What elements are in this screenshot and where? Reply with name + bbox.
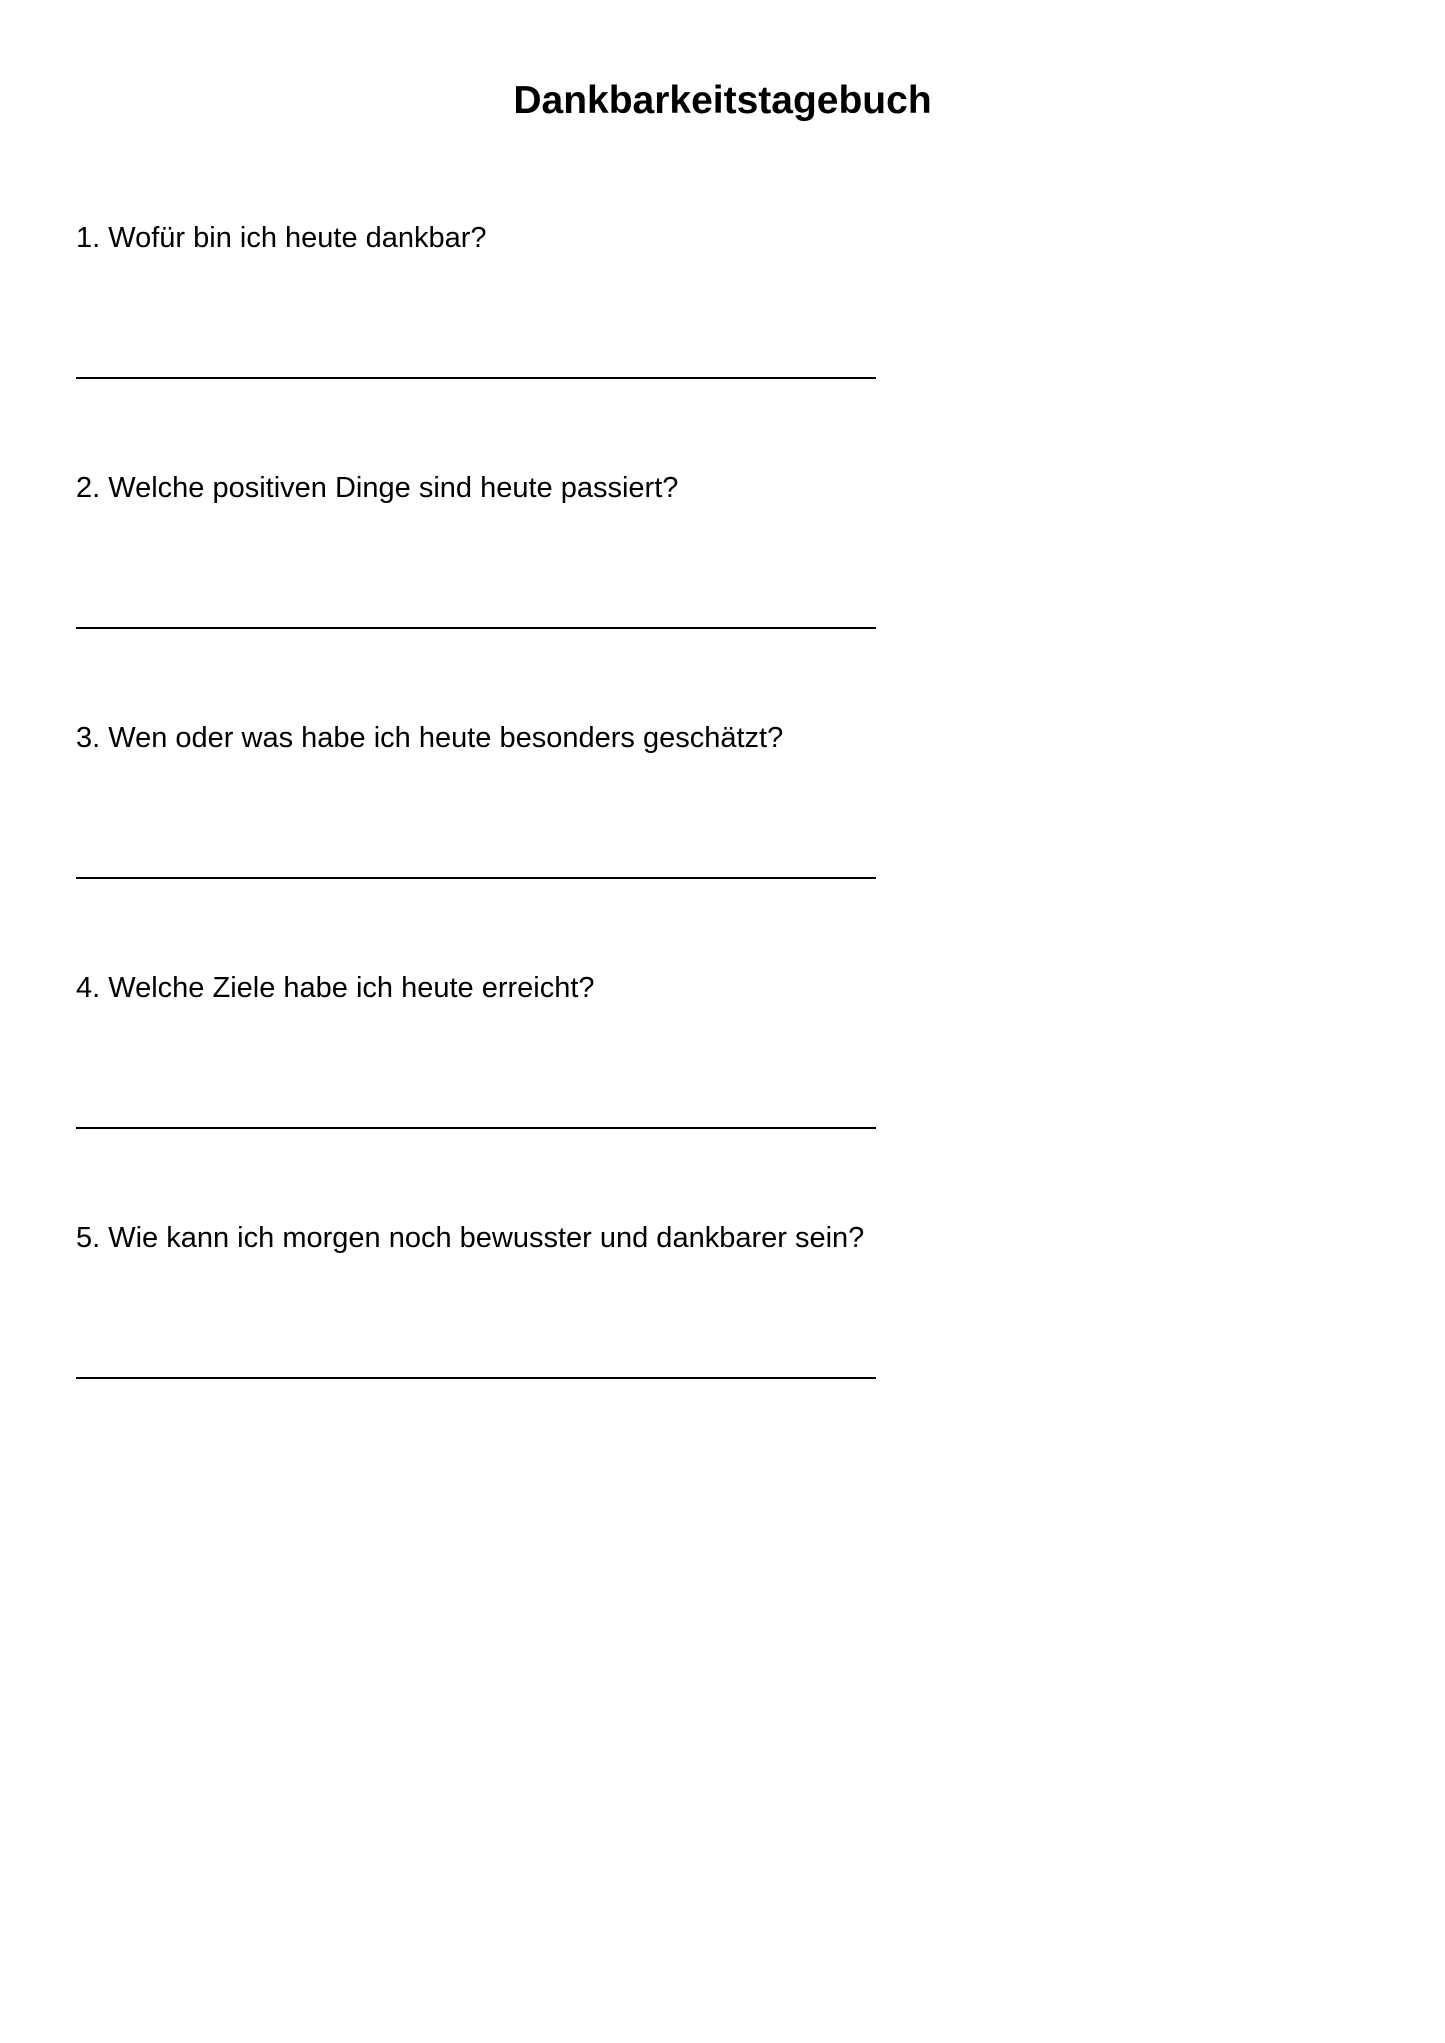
question-block-1 [76,220,976,470]
question-text-4: 4. Welche Ziele habe ich heute erreicht? [76,972,595,1004]
answer-line-5[interactable] [76,1377,876,1379]
answer-line-3[interactable] [76,877,876,879]
question-text-3: 3. Wen oder was habe ich heute besonders geschätzt? [76,722,784,754]
question-block-5 [76,1220,976,1470]
answer-line-2[interactable] [76,627,876,629]
question-block-3 [76,720,976,970]
answer-line-4[interactable] [76,1127,876,1129]
question-list [76,220,976,1470]
question-block-4 [76,970,976,1220]
answer-line-1[interactable] [76,377,876,379]
question-block-2 [76,470,976,720]
question-text-2: 2. Welche positiven Dinge sind heute passiert? [76,472,679,504]
page-title: Dankbarkeitstagebuch [513,79,932,122]
question-text-1: 1. Wofür bin ich heute dankbar? [76,222,487,254]
question-text-5: 5. Wie kann ich morgen noch bewusster und dankbarer sein? [76,1222,865,1254]
